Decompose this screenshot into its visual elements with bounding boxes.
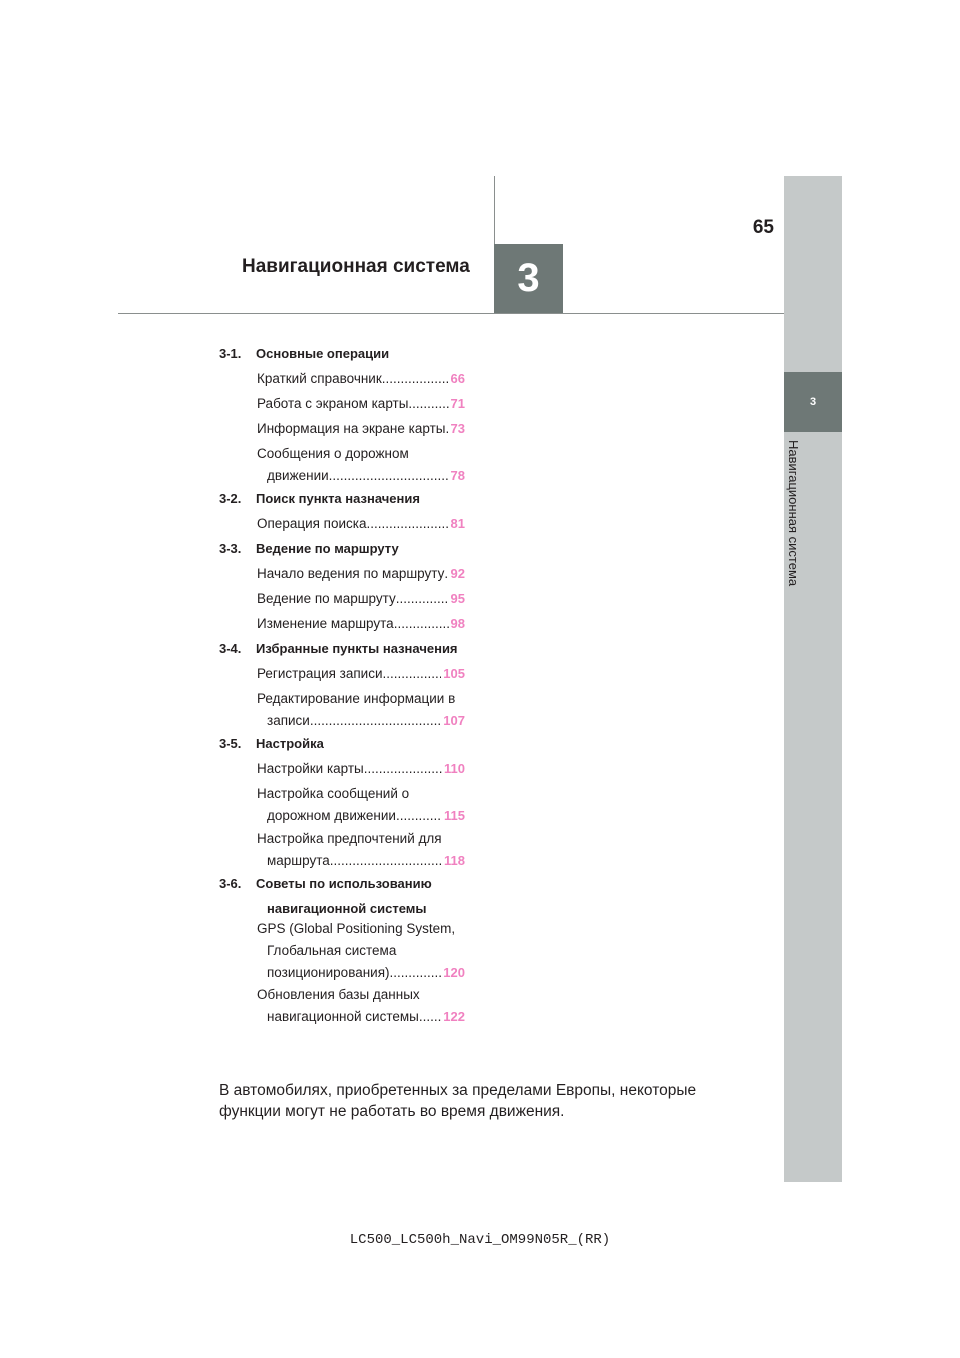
page-ref: 95 bbox=[450, 591, 465, 606]
page-ref: 71 bbox=[450, 396, 465, 411]
toc-entry[interactable]: GPS (Global Positioning System, Глобальная система позиционирования) ..... 120 bbox=[257, 918, 465, 984]
chapter-number-box: 3 bbox=[494, 244, 563, 313]
side-tab-number: 3 bbox=[784, 372, 842, 432]
toc-entry[interactable]: Операция поиска ..... 81 bbox=[257, 513, 465, 535]
toc-entry[interactable]: Обновления базы данных навигационной системы ..... 122 bbox=[257, 984, 465, 1028]
page-ref: 81 bbox=[450, 516, 465, 531]
toc-entry[interactable]: Начало ведения по маршруту ..... 92 bbox=[257, 563, 465, 585]
toc-entry[interactable]: Регистрация записи ..... 105 bbox=[257, 663, 465, 685]
page-ref: 78 bbox=[450, 468, 465, 483]
toc-entry[interactable]: Информация на экране карты ..... 73 bbox=[257, 418, 465, 440]
page-ref: 118 bbox=[444, 853, 465, 868]
side-tab-label: Навигационная система bbox=[786, 440, 801, 587]
page-ref: 98 bbox=[450, 616, 465, 631]
toc-section[interactable]: 3-5. Настройка bbox=[219, 736, 324, 751]
toc-entry[interactable]: Работа с экраном карты ..... 71 bbox=[257, 393, 465, 415]
page-ref: 73 bbox=[450, 421, 465, 436]
page-ref: 66 bbox=[450, 371, 465, 386]
toc-entry[interactable]: Ведение по маршруту ..... 95 bbox=[257, 588, 465, 610]
toc-entry[interactable]: Редактирование информации в записи ..... 107 bbox=[257, 688, 465, 732]
toc-section[interactable]: 3-1. Основные операции bbox=[219, 346, 390, 361]
toc-entry[interactable]: Краткий справочник ..... 66 bbox=[257, 368, 465, 390]
page-number: 65 bbox=[752, 217, 774, 238]
page-ref: 115 bbox=[444, 808, 465, 823]
page-ref: 105 bbox=[443, 666, 465, 681]
toc-section[interactable]: 3-2. Поиск пункта назначения bbox=[219, 491, 420, 506]
toc-section[interactable]: 3-4. Избранные пункты назначения bbox=[219, 641, 458, 656]
toc-section[interactable]: 3-6. Советы по использованию навигационной системы bbox=[219, 876, 432, 916]
note-text: В автомобилях, приобретенных за пределами Европы, некоторые функции могут не работать во время движения. bbox=[219, 1082, 697, 1120]
toc-entry[interactable]: Сообщения о дорожном движении ..... 78 bbox=[257, 443, 465, 487]
chapter-title: Навигационная система bbox=[242, 256, 470, 277]
toc-section[interactable]: 3-3. Ведение по маршруту bbox=[219, 541, 399, 556]
toc-entry[interactable]: Настройка сообщений о дорожном движении ..... 115 bbox=[257, 783, 465, 827]
toc-entry[interactable]: Настройки карты ..... 110 bbox=[257, 758, 465, 780]
side-tab-strip bbox=[784, 176, 842, 1182]
page-ref: 122 bbox=[443, 1009, 465, 1024]
page-ref: 107 bbox=[443, 713, 465, 728]
toc-entry[interactable]: Настройка предпочтений для маршрута ..... 118 bbox=[257, 828, 465, 872]
page-ref: 120 bbox=[443, 965, 465, 980]
toc-entry[interactable]: Изменение маршрута ..... 98 bbox=[257, 613, 465, 635]
page-ref: 110 bbox=[444, 761, 465, 776]
page-ref: 92 bbox=[450, 566, 465, 581]
header-divider-horizontal bbox=[118, 313, 784, 314]
footer-code: LC500_LC500h_Navi_OM99N05R_(RR) bbox=[349, 1232, 611, 1248]
